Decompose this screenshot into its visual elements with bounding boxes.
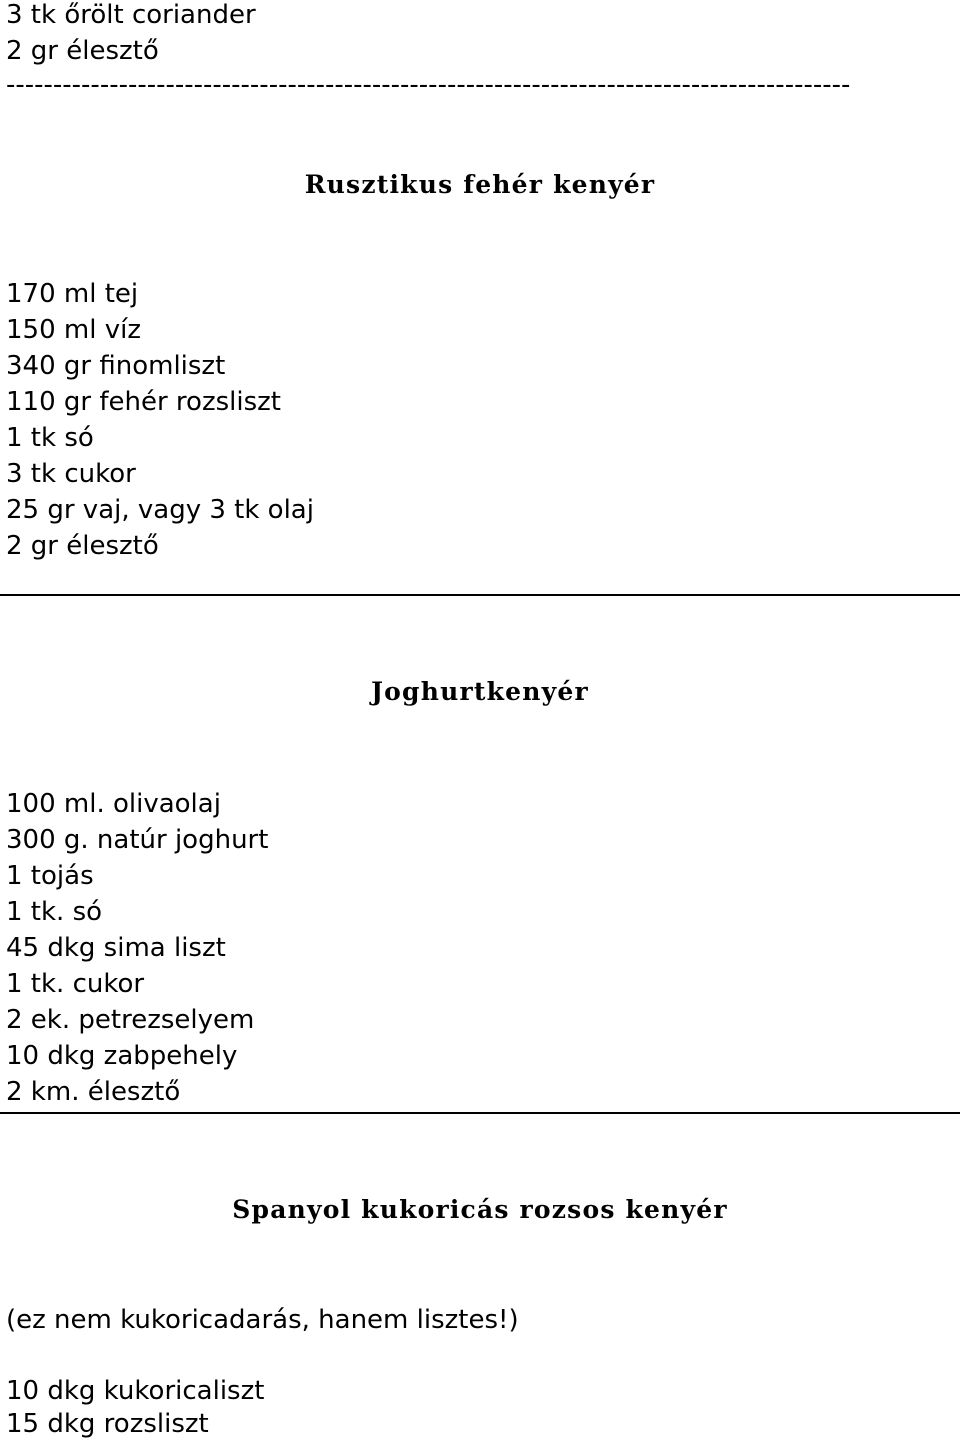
ingredient-line: 150 ml víz bbox=[6, 315, 141, 345]
recipe-note: (ez nem kukoricadarás, hanem lisztes!) bbox=[6, 1305, 519, 1335]
section-divider bbox=[0, 1112, 960, 1114]
ingredient-line: 340 gr finomliszt bbox=[6, 351, 226, 381]
ingredient-line: 2 km. élesztő bbox=[6, 1077, 181, 1107]
ingredient-line: 2 gr élesztő bbox=[6, 36, 159, 66]
ingredient-line: 2 ek. petrezselyem bbox=[6, 1005, 255, 1035]
ingredient-line: 100 ml. olivaolaj bbox=[6, 789, 221, 819]
ingredient-line: 15 dkg rozsliszt bbox=[6, 1409, 209, 1439]
ingredient-line: 10 dkg zabpehely bbox=[6, 1041, 238, 1071]
recipe-title-joghurtkenyer: Joghurtkenyér bbox=[371, 677, 589, 706]
section-divider bbox=[0, 594, 960, 596]
ingredient-line: 170 ml tej bbox=[6, 279, 139, 309]
ingredient-line: 25 gr vaj, vagy 3 tk olaj bbox=[6, 495, 314, 525]
ingredient-line: 3 tk cukor bbox=[6, 459, 136, 489]
recipe-title-spanyol: Spanyol kukoricás rozsos kenyér bbox=[232, 1195, 728, 1224]
recipe-title-rusztikus: Rusztikus fehér kenyér bbox=[304, 170, 656, 199]
ingredient-line: 1 tk. só bbox=[6, 897, 103, 927]
ingredient-line: 110 gr fehér rozsliszt bbox=[6, 387, 281, 417]
ingredient-line: 45 dkg sima liszt bbox=[6, 933, 226, 963]
ingredient-line: 3 tk őrölt coriander bbox=[6, 0, 256, 30]
ingredient-line: 1 tojás bbox=[6, 861, 94, 891]
ingredient-line: 1 tk. cukor bbox=[6, 969, 145, 999]
dash-separator: ------------------------------------------------------------------------------------------ bbox=[6, 70, 851, 100]
ingredient-line: 10 dkg kukoricaliszt bbox=[6, 1376, 265, 1406]
ingredient-line: 1 tk só bbox=[6, 423, 94, 453]
ingredient-line: 300 g. natúr joghurt bbox=[6, 825, 269, 855]
ingredient-line: 2 gr élesztő bbox=[6, 531, 159, 561]
